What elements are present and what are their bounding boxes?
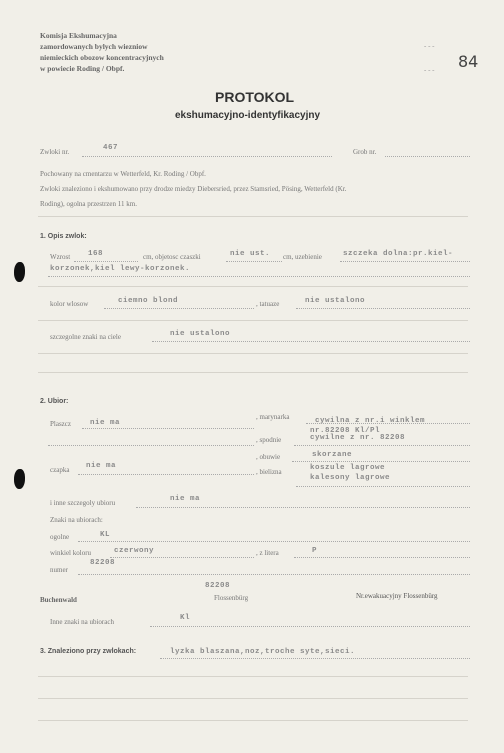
wzrost-line — [74, 261, 138, 262]
inne-ubior-line — [136, 507, 470, 508]
znaki-ciele-label: szczegolne znaki na ciele — [50, 333, 121, 341]
bielizna-value: koszule lagrowe — [310, 464, 386, 472]
czapka-value: nie ma — [86, 462, 117, 470]
znaleziono-rule-3 — [38, 720, 468, 721]
obuwie-value: skorzane — [312, 451, 353, 459]
stamp-right: Nr.ewakuacyjny Flossenbürg — [356, 592, 438, 600]
obuwie-label: , obuwie — [256, 453, 281, 461]
spodnie-value: cywilne z nr. 82208 — [310, 434, 406, 442]
stamp-number: 82208 — [205, 582, 231, 590]
inne-ubior-label: i inne szczegoly ubioru — [50, 499, 116, 507]
znaki-ciele-value: nie ustalono — [170, 330, 231, 338]
grob-label: Grob nr. — [353, 148, 377, 156]
ogolne-label: ogolne — [50, 533, 70, 541]
org-line-2: zamordowanych bylych wiezniow — [40, 42, 148, 51]
opis-rule-2 — [38, 320, 468, 321]
znaleziono-heading: 3. Znaleziono przy zwlokach: — [40, 648, 137, 655]
winkiel-label: winkiel koloru — [50, 549, 92, 557]
page-number: 84 — [458, 52, 479, 71]
bielizna-value-2: kalesony lagrowe — [310, 474, 391, 482]
marynarka-value: cywilna z nr.i winklem — [315, 417, 426, 425]
header-marks-bottom: - - - — [424, 66, 435, 74]
znaki-ubior-heading: Znaki na ubiorach: — [50, 516, 103, 524]
spodnie-line — [294, 445, 470, 446]
znaki-ciele-line — [152, 341, 470, 342]
grob-line — [385, 156, 470, 157]
uzebienie-line — [340, 261, 470, 262]
stamp-place: Flossenbürg — [214, 594, 249, 602]
stamp-left: Buchenwald — [40, 596, 77, 604]
document-subtitle: ekshumacyjno-identyfikacyjny — [175, 110, 321, 121]
intro-line-1: Pochowany na cmentarzu w Wetterfeld, Kr. Roding / Obpf. — [40, 170, 206, 178]
wzrost-label: Wzrost — [50, 253, 71, 261]
inne-znaki-line — [150, 626, 470, 627]
plaszcz-value: nie ma — [90, 419, 121, 427]
ubior-heading: 2. Ubior: — [40, 398, 69, 405]
czapka-label: czapka — [50, 466, 70, 474]
marynarka-label: , marynarka — [256, 413, 290, 421]
uzebienie-line-2 — [48, 276, 470, 277]
znaleziono-rule-2 — [38, 698, 468, 699]
opis-rule-1 — [38, 286, 468, 287]
punch-hole-top — [14, 262, 25, 282]
ogolne-line — [78, 541, 470, 542]
bielizna-line — [296, 486, 470, 487]
numer-line — [78, 574, 470, 575]
zwloki-value: 467 — [103, 144, 119, 152]
czaszka-line — [226, 261, 282, 262]
uzebienie-value-2: korzonek,kiel lewy-korzonek. — [50, 265, 191, 273]
spodnie-label: , spodnie — [256, 436, 282, 444]
uzebienie-value: szczeka dolna:pr.kiel- — [343, 250, 454, 258]
wlosy-line — [104, 308, 254, 309]
inne-znaki-label: Inne znaki na ubiorach — [50, 618, 114, 626]
tatuaze-value: nie ustalono — [305, 297, 366, 305]
header-marks-top: - - - — [424, 42, 435, 50]
inne-znaki-value: Kl — [180, 614, 191, 622]
numer-value: 82208 — [90, 559, 116, 567]
intro-line-3: Roding), ogolna przestrzen 11 km. — [40, 200, 137, 208]
winkiel-value: czerwony — [114, 547, 155, 555]
org-line-4: w powiecie Roding / Obpf. — [40, 64, 125, 73]
litera-value: P — [312, 547, 318, 555]
ogolne-value: KL — [100, 531, 111, 539]
litera-label: , z litera — [256, 549, 279, 557]
marynarka-value-2: nr.82208 Kl/Pl — [310, 427, 381, 435]
wzrost-value: 168 — [88, 250, 104, 258]
litera-line — [294, 557, 470, 558]
intro-line-2: Zwloki znaleziono i ekshumowano przy drodze miedzy Diebersried, przez Stamsried, Pösing, Wetterfeld (Kr. — [40, 185, 347, 193]
bielizna-label: , bielizna — [256, 468, 282, 476]
wlosy-label: kolor wlosow — [50, 300, 89, 308]
wlosy-value: ciemno blond — [118, 297, 179, 305]
ubior-left-line-1 — [48, 445, 254, 446]
znaleziono-line — [160, 658, 470, 659]
inne-ubior-value: nie ma — [170, 495, 201, 503]
czaszka-label: cm, objetosc czaszki — [143, 253, 201, 261]
punch-hole-bottom — [14, 469, 25, 489]
znaleziono-value: lyzka blaszana,noz,troche syte,sieci. — [170, 648, 356, 656]
document-title: PROTOKOL — [215, 89, 295, 105]
org-line-3: niemieckich obozow koncentracyjnych — [40, 53, 164, 62]
zwloki-line — [82, 156, 332, 157]
opis-rule-4 — [38, 372, 468, 373]
czapka-line — [78, 474, 254, 475]
czaszka-value: nie ust. — [230, 250, 271, 258]
marynarka-line — [306, 423, 470, 424]
zwloki-label: Zwloki nr. — [40, 148, 70, 156]
plaszcz-line — [82, 428, 254, 429]
opis-heading: 1. Opis zwlok: — [40, 233, 87, 240]
numer-label: numer — [50, 566, 68, 574]
tatuaze-label: , tatuaze — [256, 300, 280, 308]
plaszcz-label: Plaszcz — [50, 420, 71, 428]
obuwie-line — [292, 461, 470, 462]
winkiel-line — [110, 557, 254, 558]
znaleziono-rule-1 — [38, 676, 468, 677]
uzebienie-label: cm, uzebienie — [283, 253, 322, 261]
intro-rule — [38, 216, 468, 217]
opis-rule-3 — [38, 353, 468, 354]
org-line-1: Komisja Ekshumacyjna — [40, 31, 117, 40]
tatuaze-line — [296, 308, 470, 309]
